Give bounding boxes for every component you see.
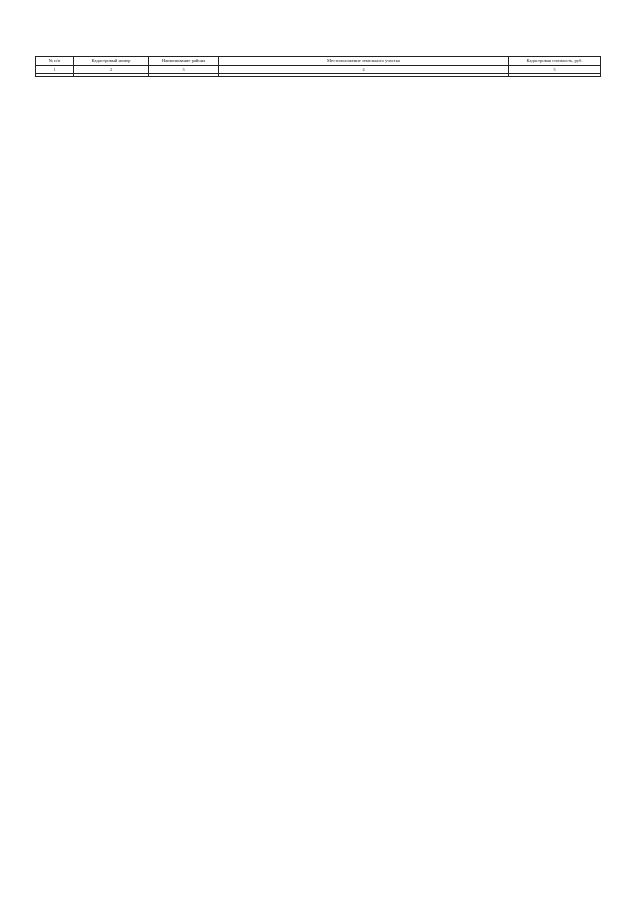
header-value: Кадастровая стоимость, руб. [509,57,601,66]
location-cell [219,73,509,76]
cadastral-table [35,56,601,77]
district-cell [149,73,219,76]
table-header [36,57,601,74]
row-number-cell [36,73,74,76]
column-number: 3 [149,65,219,73]
header-location: Местоположение земельного участка [219,57,509,66]
cadastral-number-cell [74,73,149,76]
document-sheet [35,56,600,77]
column-number: 2 [74,65,149,73]
header-district: Наименование района [149,57,219,66]
value-cell [509,73,601,76]
column-number: 5 [509,65,601,73]
header-cadastral-number: Кадастровый номер [74,57,149,66]
header-row [36,57,601,66]
table-row [36,73,601,76]
column-number-row [36,65,601,73]
table-body [36,73,601,76]
header-number: № п/п [36,57,74,66]
column-number: 4 [219,65,509,73]
column-number: 1 [36,65,74,73]
